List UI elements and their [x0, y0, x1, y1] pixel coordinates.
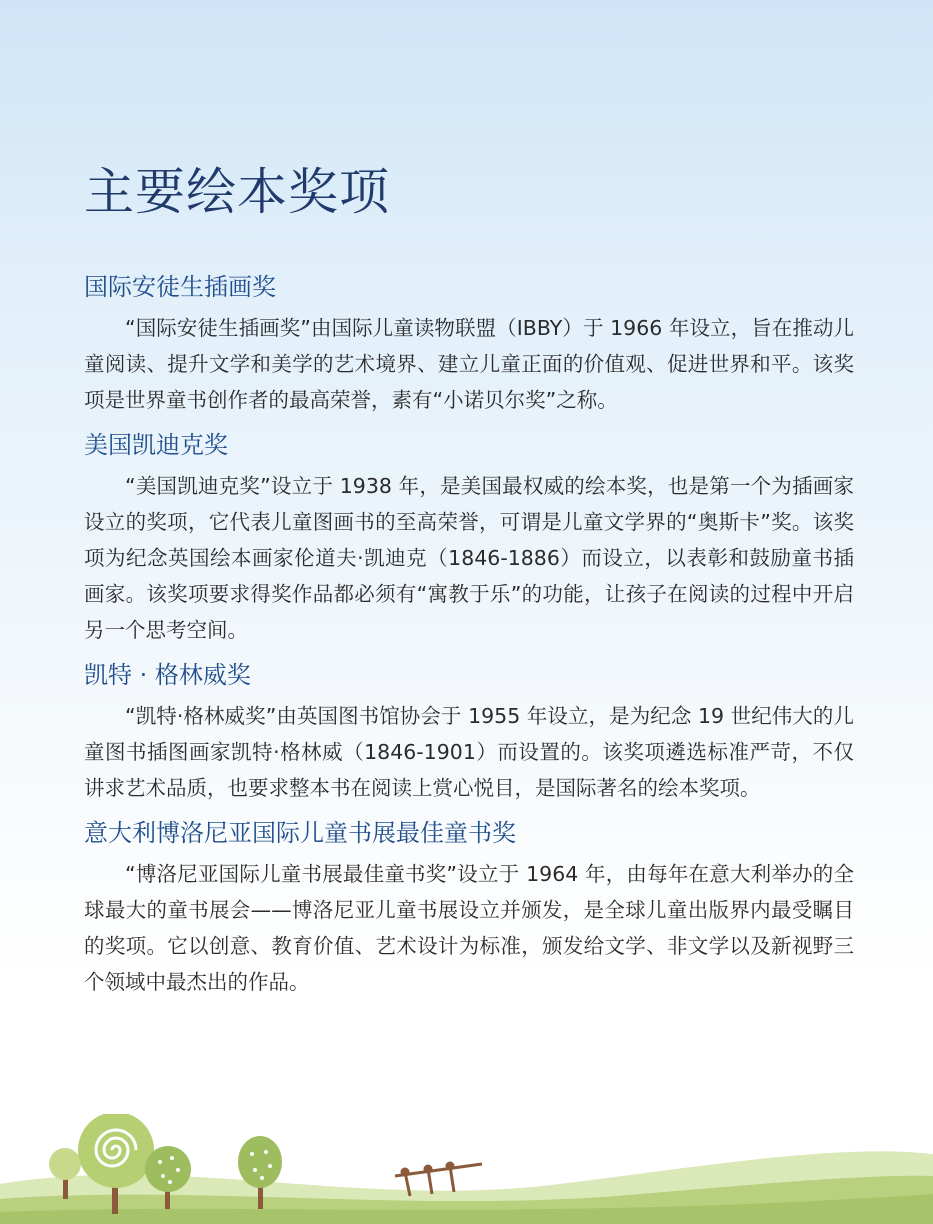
- section-body: “博洛尼亚国际儿童书展最佳童书奖”设立于 1964 年，由每年在意大利举办的全球最大的童书展会——博洛尼亚儿童书展设立并颁发，是全球儿童出版界内最受瞩目的奖项。它以创意、教育价值、艺术设计为标准，颁发给文学、非文学以及新视野三个领域中最杰出的作品。: [84, 862, 854, 994]
- section-body: “凯特·格林威奖”由英国图书馆协会于 1955 年设立，是为纪念 19 世纪伟大的儿童图书插图画家凯特·格林威（1846-1901）而设置的。该奖项遴选标准严苛，不仅讲求艺术品质，也要求整本书在阅读上赏心悦目，是国际著名的绘本奖项。: [84, 704, 854, 800]
- section-title: 意大利博洛尼亚国际儿童书展最佳童书奖: [84, 819, 516, 847]
- section-title: 凯特 · 格林威奖: [84, 661, 251, 689]
- award-section-andersen: [84, 270, 854, 418]
- award-section-bologna: [84, 816, 854, 1000]
- section-title: 国际安徒生插画奖: [84, 273, 276, 301]
- section-body: “美国凯迪克奖”设立于 1938 年，是美国最权威的绘本奖，也是第一个为插画家设立的奖项，它代表儿童图画书的至高荣誉，可谓是儿童文学界的“奥斯卡”奖。该奖项为纪念英国绘本画家伦道夫·凯迪克（1846-1886）而设立，以表彰和鼓励童书插画家。该奖项要求得奖作品都必须有“寓教于乐”的功能，让孩子在阅读的过程中开启另一个思考空间。: [84, 474, 854, 642]
- page-title: 主要绘本奖项: [84, 163, 390, 221]
- section-body: “国际安徒生插画奖”由国际儿童读物联盟（IBBY）于 1966 年设立，旨在推动儿童阅读、提升文学和美学的艺术境界、建立儿童正面的价值观、促进世界和平。该奖项是世界童书创作者的最高荣誉，素有“小诺贝尔奖”之称。: [84, 316, 854, 412]
- footer-illustration: [0, 1114, 933, 1224]
- award-section-greenaway: [84, 658, 854, 806]
- award-section-caldecott: [84, 428, 854, 648]
- section-title: 美国凯迪克奖: [84, 431, 228, 459]
- award-list: [84, 270, 854, 1010]
